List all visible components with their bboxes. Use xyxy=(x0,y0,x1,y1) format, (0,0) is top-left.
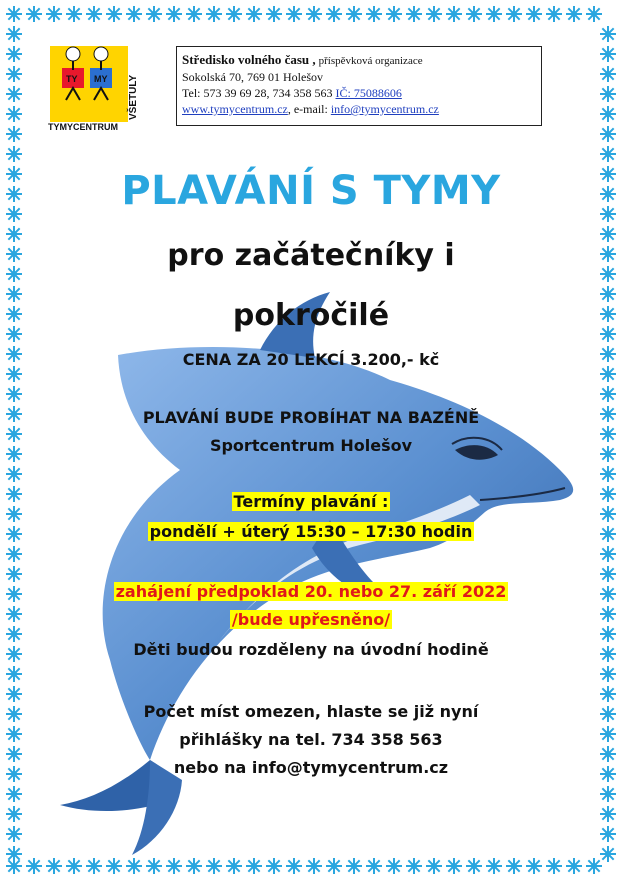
ic-link[interactable]: IČ: 75088606 xyxy=(335,86,402,100)
email-link[interactable]: info@tymycentrum.cz xyxy=(330,102,439,116)
terms-value: pondělí + úterý 15:30 – 17:30 hodin xyxy=(149,522,473,541)
contact-line-3: nebo na info@tymycentrum.cz xyxy=(173,758,449,777)
terms-label: Termíny plavání : xyxy=(233,492,389,511)
start-date-line-2: /bude upřesněno/ xyxy=(231,610,391,629)
venue-line-2: Sportcentrum Holešov xyxy=(209,436,413,455)
logo-bottom-text: TYMYCENTRUM xyxy=(48,122,118,132)
org-name: Středisko volného času , xyxy=(182,52,316,67)
subtitle-line-1: pro začátečníky i xyxy=(167,238,455,273)
org-address: Sokolská 70, 769 01 Holešov xyxy=(182,70,323,84)
subtitle-line-2: pokročilé xyxy=(232,298,390,333)
tymycentrum-logo xyxy=(44,40,140,132)
email-label: , e-mail: xyxy=(287,102,328,116)
venue-line-1: PLAVÁNÍ BUDE PROBÍHAT NA BAZÉNĚ xyxy=(142,408,480,427)
org-type: příspěvková organizace xyxy=(318,55,423,67)
org-phone: Tel: 573 39 69 28, 734 358 563 xyxy=(182,86,333,100)
logo-side-text: VŠETULY xyxy=(128,74,139,120)
contact-infobox xyxy=(176,46,542,126)
start-date-line-1: zahájení předpoklad 20. nebo 27. září 2022 xyxy=(115,582,507,601)
page-title: PLAVÁNÍ S TYMY xyxy=(121,168,501,214)
contact-line-1: Počet míst omezen, hlaste se již nyní xyxy=(143,702,479,721)
web-link[interactable]: www.tymycentrum.cz xyxy=(182,102,288,116)
logo-letters-ty: TY xyxy=(66,74,78,84)
groups-text: Děti budou rozděleny na úvodní hodině xyxy=(133,640,489,659)
price-text: CENA ZA 20 LEKCÍ 3.200,- kč xyxy=(182,350,440,369)
logo-letters-my: MY xyxy=(94,74,108,84)
contact-line-2: přihlášky na tel. 734 358 563 xyxy=(179,730,443,749)
